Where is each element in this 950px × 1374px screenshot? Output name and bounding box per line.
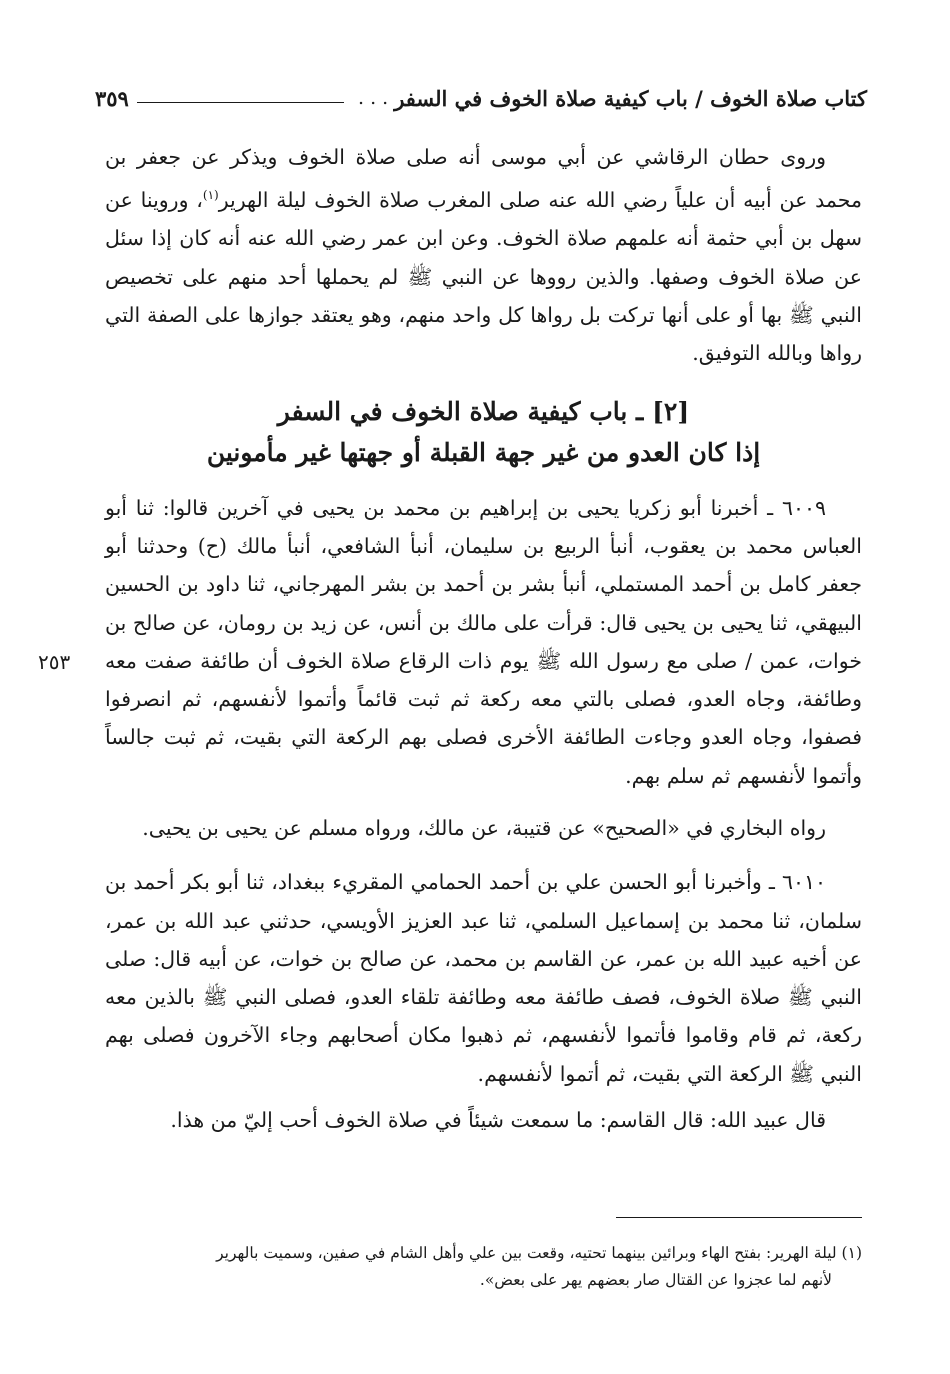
hadith-6010-comment: قال عبيد الله: قال القاسم: ما سمعت شيئاً في صلاة الخوف أحب إليّ من هذا. xyxy=(170,1108,826,1133)
paragraph-intro-rest: ، وروينا عن سهل بن أبي حثمة أنه علمهم صلاة الخوف. وعن ابن عمر رضي الله عنه أنه كان إذا سئل عن صلاة الخوف وصفها. والذين رووها عن النبي ﷺ لم يحملها أحد منهم على تخصيص النبي ﷺ بها أو على أنها تركت بل رواها كل واحد منهم، وهو يعتقد جوازها على الصفة التي رواها وبالله التوفيق. xyxy=(105,188,862,366)
header-rule xyxy=(137,102,344,103)
header-dots: . . . xyxy=(357,87,389,109)
hadith-6009: ٦٠٠٩ ـ أخبرنا أبو زكريا يحيى بن إبراهيم بن محمد بن يحيى في آخرين قالوا: ثنا أبو العباس محمد بن يعقوب، أنبأ الربيع بن سليمان، أنبأ الشافعي، أنبأ مالك (ح) وحدثنا أبو جعفر كامل بن أحمد المستملي، أنبأ بشر بن أحمد بن بشر المهرجاني، ثنا داود بن الحسين البيهقي، ثنا يحيى بن يحيى قال: قرأت على مالك بن أنس، عن زيد بن رومان، عن صالح بن خوات، عمن / صلى مع رسول الله ﷺ يوم ذات الرقاع صلاة الخوف أن طائفة صفت معه وطائفة، وجاه العدو، فصلى بالتي معه ركعة ثم ثبت قائماً وأتموا لأنفسهم، ثم انصرفوا فصفوا، وجاه العدو وجاءت الطائفة الأخرى فصلى بهم الركعة التي بقيت، ثم ثبت جالساً وأتموا لأنفسهم ثم سلم بهم. xyxy=(105,495,862,788)
margin-page-reference: ٢٥٣ xyxy=(38,650,71,674)
footnote-1-line2: لأنهم لما عجزوا عن القتال صار بعضهم يهر على بعض». xyxy=(479,1271,832,1289)
hadith-6010: ٦٠١٠ ـ وأخبرنا أبو الحسن علي بن أحمد الحمامي المقريء ببغداد، ثنا أبو بكر أحمد بن سلمان، ثنا محمد بن إسماعيل السلمي، ثنا عبد العزيز الأويسي، حدثني عبد الله بن عمر، عن أخيه عبيد الله بن عمر، عن القاسم بن محمد، عن صالح بن خوات، عن أبيه قال: صلى النبي ﷺ صلاة الخوف، فصف طائفة معه وطائفة تلقاء العدو، فصلى النبي ﷺ بالذين معه ركعة، ثم قام وقاموا فأتموا لأنفسهم، ثم ذهبوا مكان أصحابهم وجاء الآخرون فصلى بهم النبي ﷺ الركعة التي بقيت، ثم أتموا لأنفسهم. xyxy=(105,870,862,1086)
chapter-heading-line1: [٢] ـ باب كيفية صلاة الخوف في السفر xyxy=(277,396,690,426)
page-number: ٣٥٩ xyxy=(95,85,129,111)
hadith-6009-attribution: رواه البخاري في «الصحيح» عن قتيبة، عن مالك، ورواه مسلم عن يحيى بن يحيى. xyxy=(142,815,826,840)
footnote-1-line1: (١) ليلة الهرير: بفتح الهاء وبرائين بينهما تحتيه، وقعت بين علي وأهل الشام في صفين، وسميت بالهرير xyxy=(216,1244,862,1262)
header-title: كتاب صلاة الخوف / باب كيفية صلاة الخوف في السفر xyxy=(394,85,867,111)
chapter-heading xyxy=(105,391,862,473)
running-header xyxy=(95,78,867,118)
paragraph-intro-text: وروى حطان الرقاشي عن أبي موسى أنه صلى صلاة الخوف ويذكر عن جعفر بن محمد عن أبيه أن علياً رضي الله عنه صلى المغرب صلاة الخوف ليلة الهرير xyxy=(105,145,863,213)
footnote-separator xyxy=(616,1217,862,1218)
footnote-1 xyxy=(105,1240,862,1294)
paragraph-intro xyxy=(105,138,862,373)
main-text xyxy=(105,138,862,1139)
chapter-heading-line2: إذا كان العدو من غير جهة القبلة أو جهتها غير مأمونين xyxy=(206,437,761,467)
footnote-marker: (١) xyxy=(202,188,219,203)
